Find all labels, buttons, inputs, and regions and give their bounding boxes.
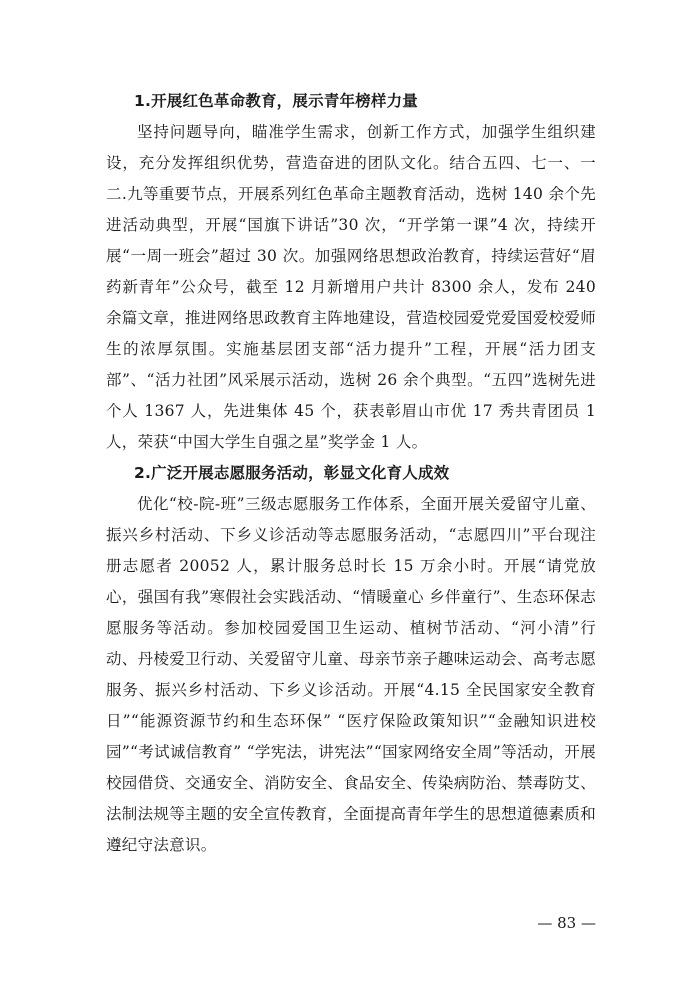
section-heading: 1.开展红色革命教育，展示青年榜样力量 (134, 92, 418, 110)
section-volunteer-service (106, 458, 596, 861)
document-body (106, 86, 596, 861)
section-red-revolution-education (106, 86, 596, 458)
section-paragraph: 坚持问题导向，瞄准学生需求，创新工作方式，加强学生组织建设，充分发挥组织优势，营造奋进的团队文化。结合五四、七一、一二.九等重要节点，开展系列红色革命主题教育活动，选树 140 余个先进活动典型，开展“国旗下讲话”30 次，“开学第一课”4 次，持续开展“一周一班会”超过 30 次。加强网络思想政治教育，持续运营好“眉药新青年”公众号，截至 12 月新增用户共计 8300 余人，发布 240 余篇文章，推进网络思政教育主阵地建设，营造校园爱党爱国爱校爱师生的浓厚氛围。实施基层团支部“活力提升”工程，开展“活力团支部”、“活力社团”风采展示活动，选树 26 余个典型。“五四”选树先进个人 1367 人，先进集体 45 个，获表彰眉山市优 17 秀共青团员 1 人，荣获“中国大学生自强之星”奖学金 1 人。 (106, 123, 596, 451)
page-number: — 83 — (537, 914, 596, 932)
section-heading: 2.广泛开展志愿服务活动，彰显文化育人成效 (134, 464, 450, 482)
section-paragraph: 优化“校-院-班”三级志愿服务工作体系，全面开展关爱留守儿童、振兴乡村活动、下乡义诊活动等志愿服务活动，“志愿四川”平台现注册志愿者 20052 人，累计服务总时长 15 万余小时。开展“请党放心，强国有我”寒假社会实践活动、“情暖童心 乡伴童行”、生态环保志愿服务等活动。参加校园爱国卫生运动、植树节活动、“河小清”行动、丹棱爱卫行动、关爱留守儿童、母亲节亲子趣味运动会、高考志愿服务、振兴乡村活动、下乡义诊活动。开展“4.15 全民国家安全教育日”“能源资源节约和生态环保” “医疗保险政策知识”“金融知识进校园”“考试诚信教育” “学宪法，讲宪法”“国家网络安全周”等活动，开展校园借贷、交通安全、消防安全、食品安全、传染病防治、禁毒防艾、法制法规等主题的安全宣传教育，全面提高青年学生的思想道德素质和遵纪守法意识。 (106, 495, 596, 854)
